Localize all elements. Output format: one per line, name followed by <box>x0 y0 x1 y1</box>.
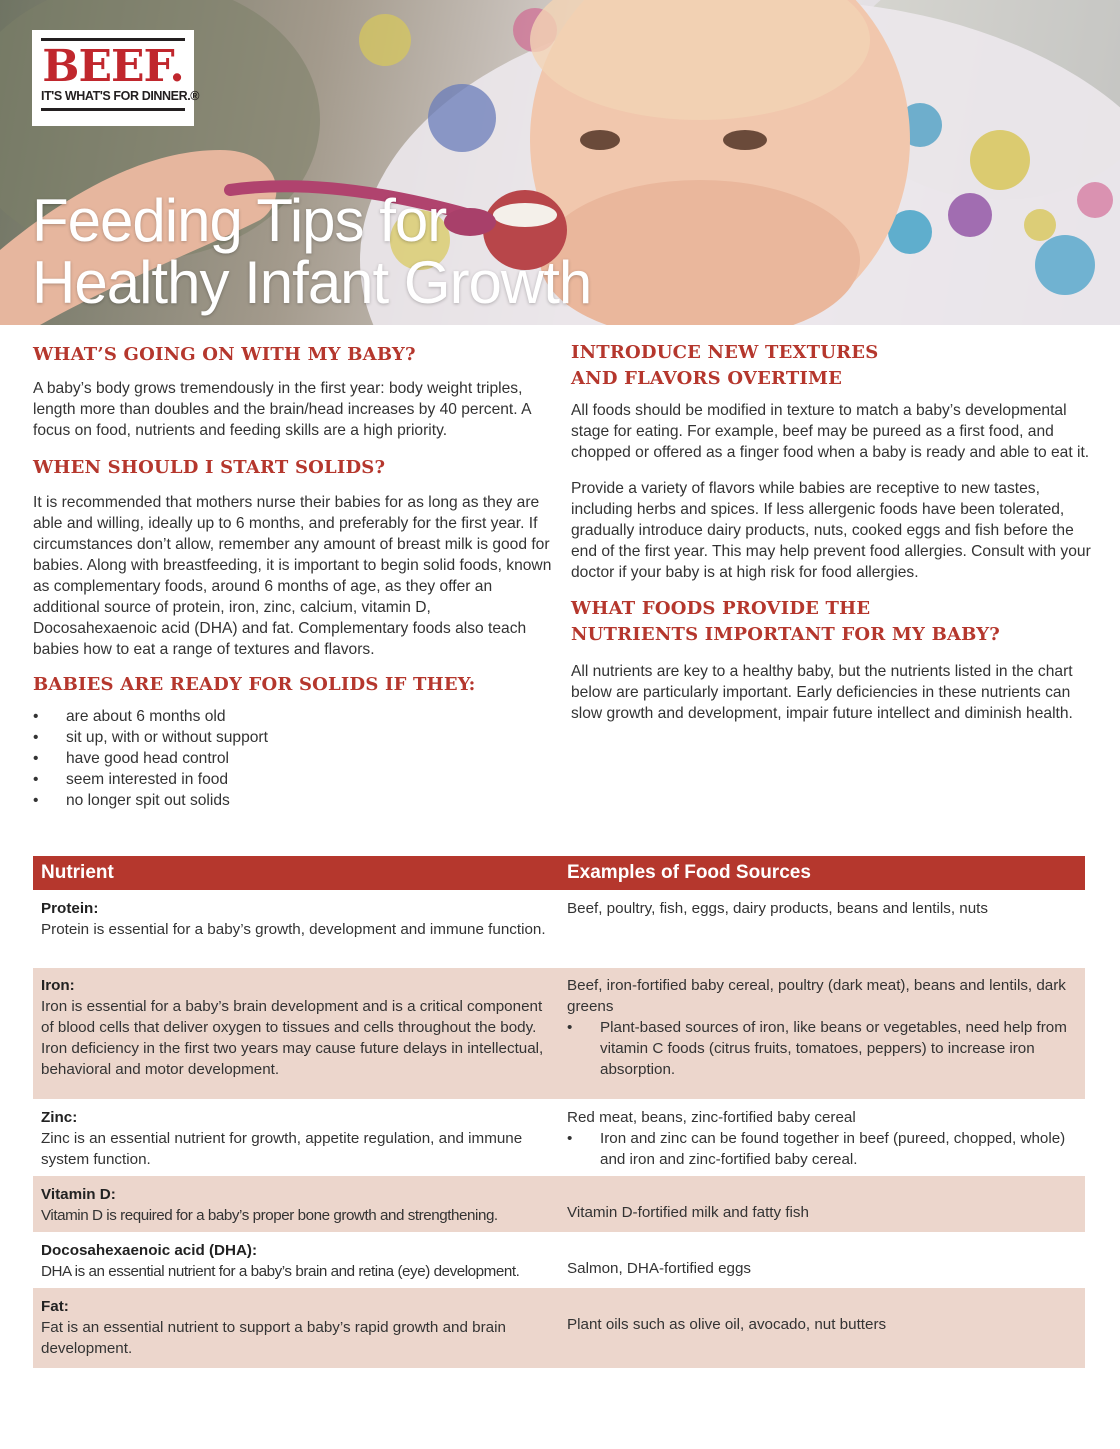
logo-tagline: IT'S WHAT'S FOR DINNER.® <box>41 89 200 103</box>
list-item-text: have good head control <box>66 750 229 767</box>
table-header <box>33 856 1085 890</box>
bullet-icon: • <box>567 1130 573 1147</box>
table-row <box>33 1232 1085 1288</box>
logo-rule-bottom <box>41 108 185 111</box>
sources-cell <box>559 1240 1085 1288</box>
bullet-icon: • <box>33 771 39 788</box>
bullet-icon: • <box>33 729 39 746</box>
list-item-text: no longer spit out solids <box>66 792 230 809</box>
food-sources-note <box>567 1128 1077 1170</box>
text-new-textures-1: All foods should be modified in texture to match a baby’s developmental stage for eating. For example, beef may be pureed as a first food, and chopped or offered as a finger food when a baby is ready and able to eat it. <box>571 402 1090 461</box>
sources-cell <box>559 1107 1085 1176</box>
food-sources-note <box>567 1017 1077 1080</box>
bullet-icon: • <box>567 1019 573 1036</box>
heading-new-textures <box>571 340 1091 392</box>
food-sources: Vitamin D-fortified milk and fatty fish <box>567 1204 809 1221</box>
nutrient-name: Vitamin D: <box>41 1186 116 1203</box>
heading-new-textures-line-2: AND FLAVORS OVERTIME <box>571 368 843 389</box>
food-sources: Beef, poultry, fish, eggs, dairy products, beans and lentils, nuts <box>567 900 988 917</box>
nutrient-cell <box>33 1240 559 1288</box>
nutrient-name: Iron: <box>41 977 75 994</box>
list-item <box>33 727 553 748</box>
food-sources: Plant oils such as olive oil, avocado, nut butters <box>567 1316 887 1333</box>
sources-cell <box>559 898 1085 968</box>
sources-cell <box>559 1296 1085 1368</box>
page-title <box>32 187 592 316</box>
nutrient-name: Fat: <box>41 1298 69 1315</box>
text-new-textures-2: Provide a variety of flavors while babies are receptive to new tastes, including herbs and spices. If less allergenic foods have been tolerated, gradually introduce dairy products, nuts, cooked eggs and fish before the end of the first year. This may help prevent food allergies. Consult with your doctor if your baby is at high risk for food allergies. <box>571 480 1091 581</box>
nutrient-name: Docosahexaenoic acid (DHA): <box>41 1242 258 1259</box>
page-title-line-1: Feeding Tips for <box>32 187 447 254</box>
sources-cell <box>559 975 1085 1099</box>
header-nutrient: Nutrient <box>41 862 114 883</box>
list-item-text: seem interested in food <box>66 771 229 788</box>
text-start-solids: It is recommended that mothers nurse their babies for as long as they are able and willing, ideally up to 6 months, and preferably for the first year. If circumstances don’t allow, remember any amount of breast milk is good for babies. Along with breastfeeding, it is important to begin solid foods, known as complementary foods, around 6 months of age, as they offer an additional source of protein, iron, zinc, calcium, vitamin D, Docosahexaenoic acid (DHA) and fat. Complementary foods also teach babies how to eat a range of textures and flavors. <box>33 494 552 658</box>
table-row <box>33 1176 1085 1232</box>
heading-foods-nutrients <box>571 596 1091 648</box>
header-food-sources: Examples of Food Sources <box>567 862 811 883</box>
food-sources: Salmon, DHA-fortified eggs <box>567 1260 752 1277</box>
nutrient-table <box>33 856 1085 1368</box>
heading-start-solids: WHEN SHOULD I START SOLIDS? <box>33 457 386 478</box>
beef-logo <box>32 30 200 126</box>
nutrient-cell <box>33 1184 559 1232</box>
table-row <box>33 1099 1085 1176</box>
list-item-text: are about 6 months old <box>66 708 226 725</box>
food-sources-note-text: Iron and zinc can be found together in beef (pureed, chopped, whole) and iron and zinc-fortified baby cereal. <box>600 1130 1066 1168</box>
nutrient-cell <box>33 898 559 968</box>
left-column <box>33 340 553 811</box>
logo-brand: BEEF. <box>42 41 184 92</box>
hero-banner <box>0 0 1120 325</box>
nutrient-cell <box>33 1296 559 1368</box>
bullet-icon: • <box>33 750 39 767</box>
nutrient-cell <box>33 975 559 1099</box>
food-sources: Red meat, beans, zinc-fortified baby cereal <box>567 1109 856 1126</box>
nutrient-name: Zinc: <box>41 1109 78 1126</box>
food-sources-note-text: Plant-based sources of iron, like beans or vegetables, need help from vitamin C foods (citrus fruits, tomatoes, peppers) to increase iron absorption. <box>600 1019 1067 1078</box>
list-item <box>33 748 553 769</box>
table-row <box>33 890 1085 968</box>
food-sources: Beef, iron-fortified baby cereal, poultry (dark meat), beans and lentils, dark greens <box>567 977 1066 1015</box>
nutrient-description: DHA is an essential nutrient for a baby’s brain and retina (eye) development. <box>41 1263 520 1280</box>
list-item <box>33 706 553 727</box>
nutrient-description: Iron is essential for a baby’s brain development and is a critical component of blood cells that deliver oxygen to tissues and cells throughout the body. Iron deficiency in the first two years may cause future delays in intellectual, behavioral and motor development. <box>41 998 544 1078</box>
text-whats-going-on: A baby’s body grows tremendously in the first year: body weight triples, length more than doubles and the brain/head increases by 40 percent. A focus on food, nutrients and feeding skills are a high priority. <box>33 380 531 439</box>
bullet-icon: • <box>33 708 39 725</box>
nutrient-description: Vitamin D is required for a baby’s proper bone growth and strengthening. <box>41 1207 498 1224</box>
list-item-text: sit up, with or without support <box>66 729 268 746</box>
sources-cell <box>559 1184 1085 1232</box>
nutrient-cell <box>33 1107 559 1176</box>
heading-new-textures-line-1: INTRODUCE NEW TEXTURES <box>571 342 879 363</box>
nutrient-description: Protein is essential for a baby’s growth, development and immune function. <box>41 921 546 938</box>
heading-whats-going-on: WHAT’S GOING ON WITH MY BABY? <box>33 344 416 365</box>
list-item <box>33 769 553 790</box>
ready-signs-list <box>33 706 553 811</box>
list-item <box>33 790 553 811</box>
nutrient-description: Fat is an essential nutrient to support a baby’s rapid growth and brain development. <box>41 1319 506 1357</box>
table-row <box>33 1288 1085 1368</box>
heading-foods-nutrients-line-1: WHAT FOODS PROVIDE THE <box>571 598 871 619</box>
heading-ready-for-solids: BABIES ARE READY FOR SOLIDS IF THEY: <box>33 674 476 695</box>
text-foods-nutrients: All nutrients are key to a healthy baby, but the nutrients listed in the chart below are particularly important. Early deficiencies in these nutrients can slow growth and development, impair future intellect and diminish health. <box>571 663 1073 722</box>
bullet-icon: • <box>33 792 39 809</box>
right-column <box>571 340 1091 724</box>
table-row <box>33 968 1085 1099</box>
page-title-line-2: Healthy Infant Growth <box>32 249 592 316</box>
nutrient-name: Protein: <box>41 900 99 917</box>
heading-foods-nutrients-line-2: NUTRIENTS IMPORTANT FOR MY BABY? <box>571 624 1001 645</box>
nutrient-description: Zinc is an essential nutrient for growth, appetite regulation, and immune system function. <box>41 1130 523 1168</box>
